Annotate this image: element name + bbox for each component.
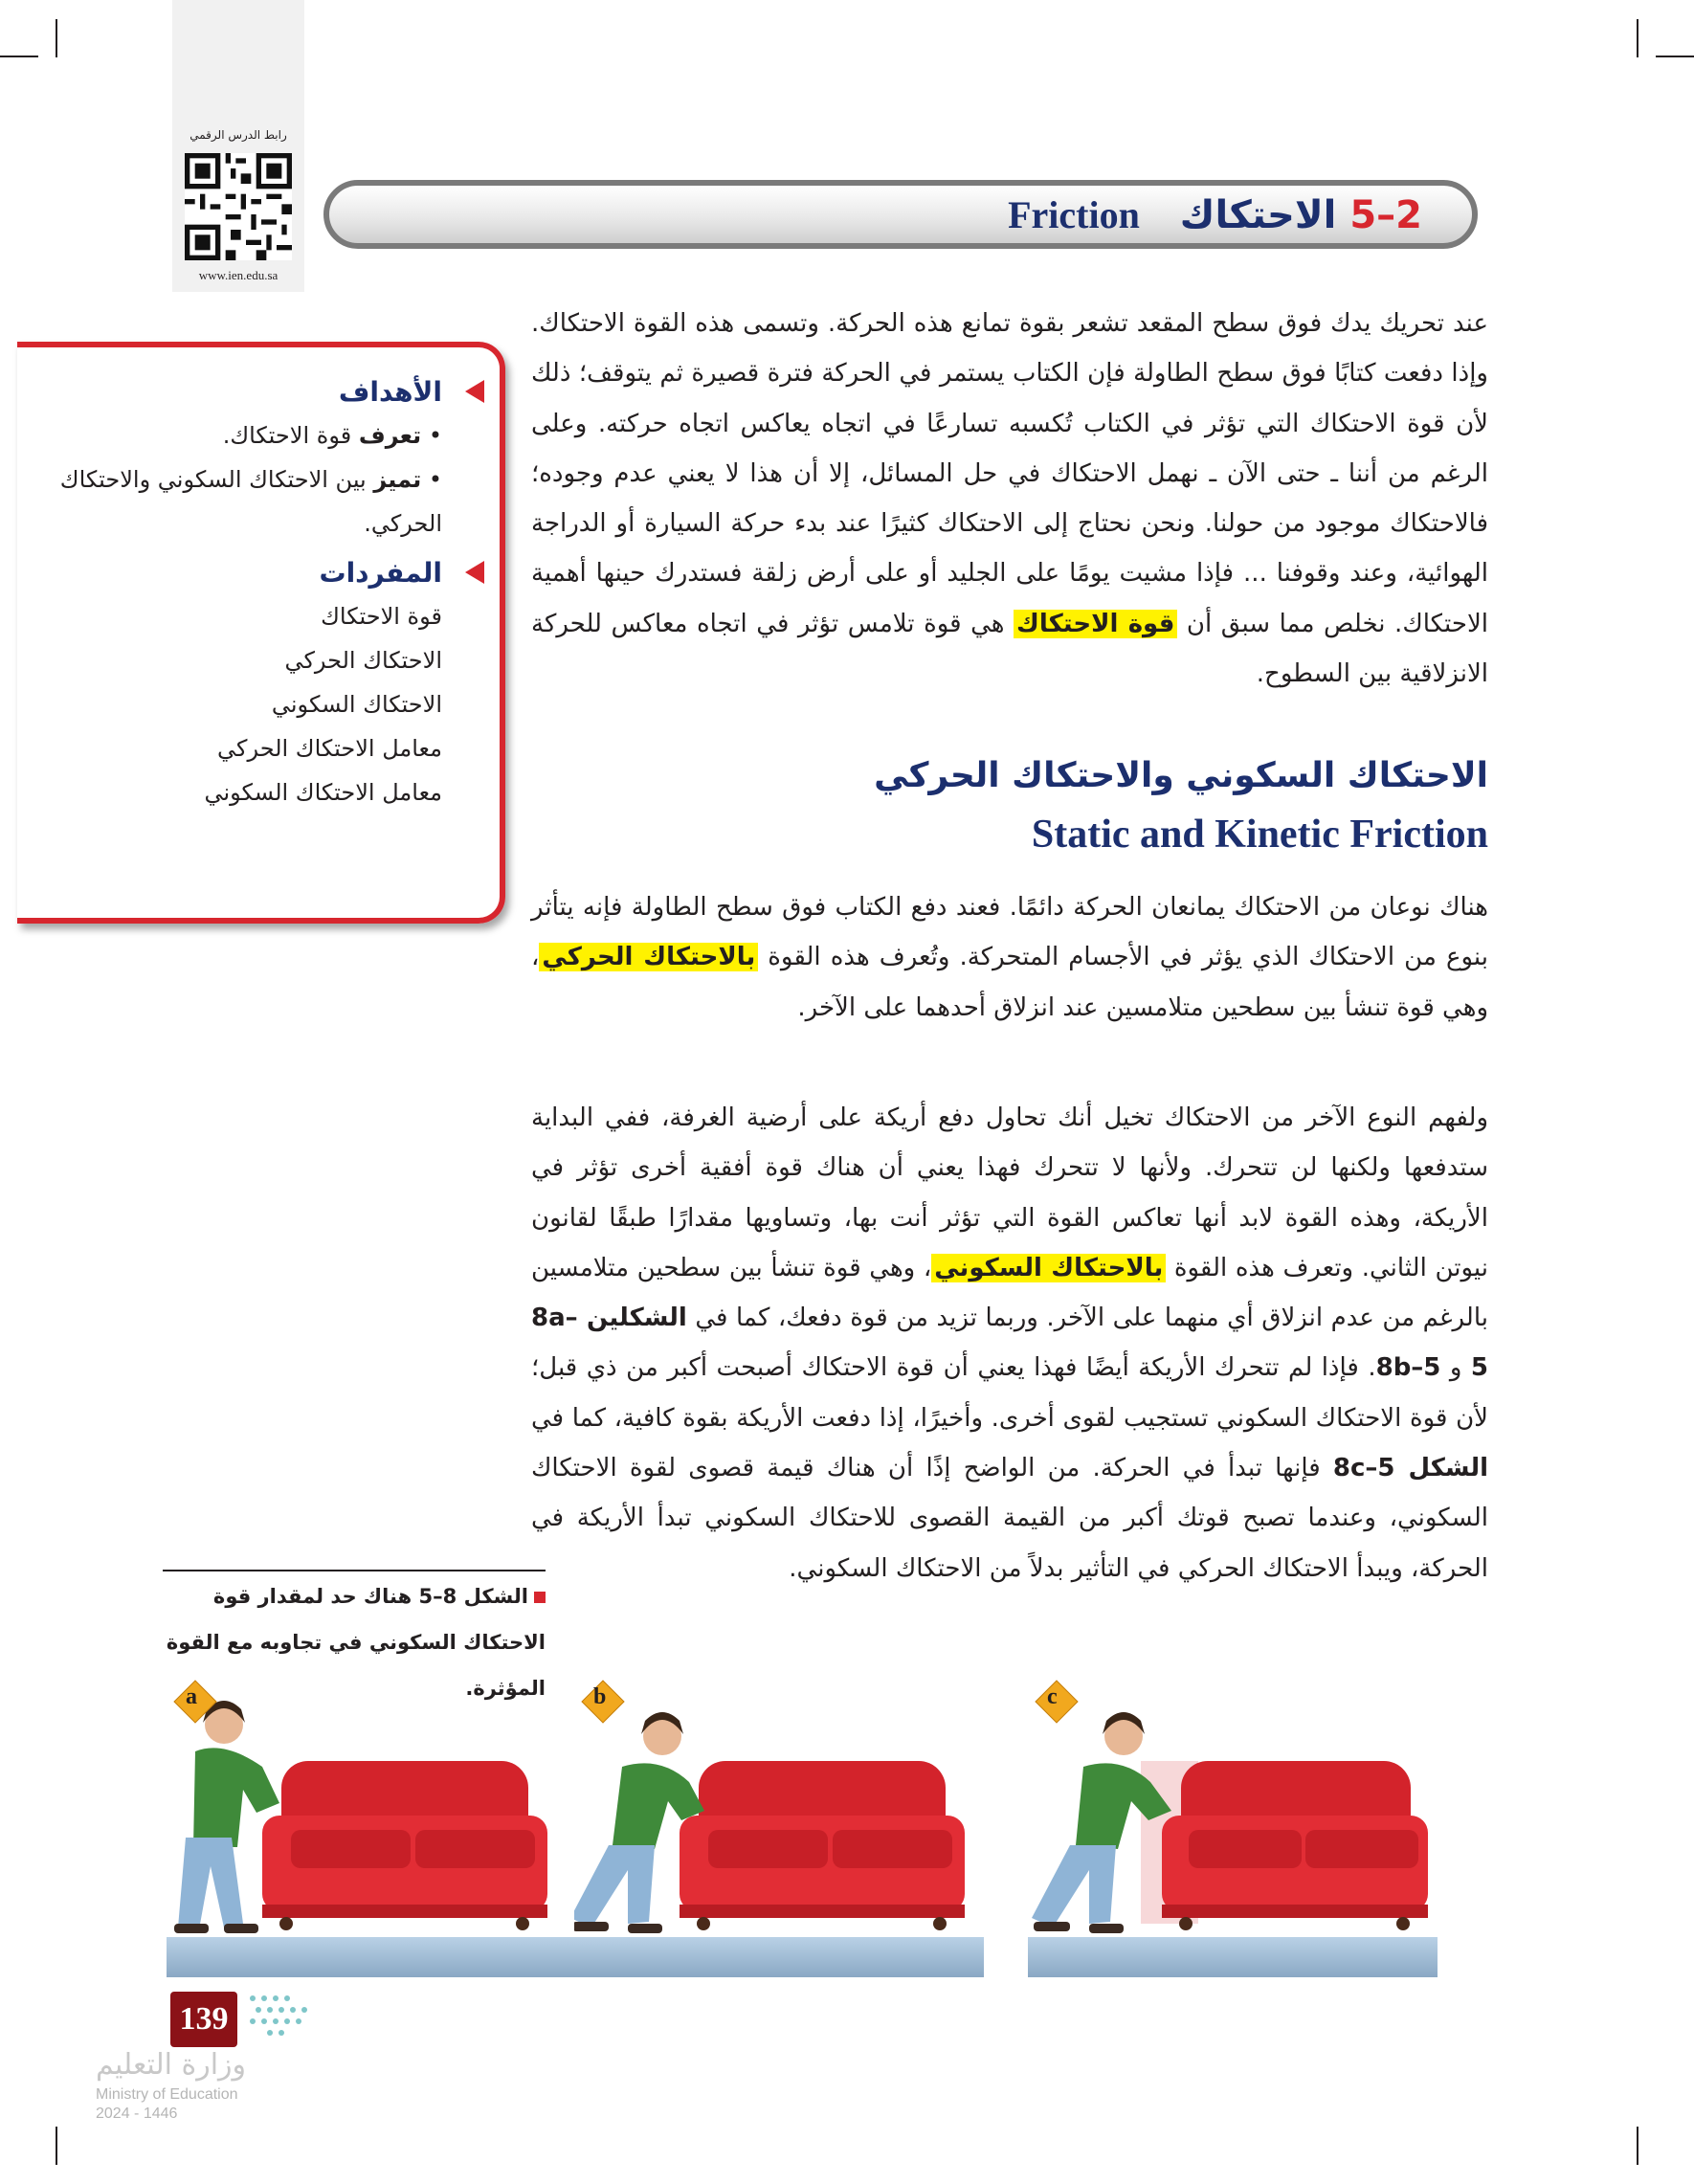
crop-mark [0,56,38,57]
figure-panel-c [1028,1686,1438,1977]
crop-mark [1656,56,1694,57]
vocab-heading: المفردات [59,557,442,589]
lesson-title [1008,191,1422,239]
objective-item: • تميز بين الاحتكاك السكوني والاحتكاك الحركي. [59,466,442,537]
page-number: 139 [170,1992,237,2047]
figure-panel-b [574,1686,984,1977]
kinetic-paragraph: هناك نوعان من الاحتكاك يمانعان الحركة دائمًا. فعند دفع الكتاب فوق سطح الطاولة فإنه يتأثر بنوع من الاحتكاك الذي يؤثر في الأجسام المتحركة. وتُعرف هذه القوة بالاحتكاك الحركي، وهي قوة تنشأ بين سطحين متلامسين عند انزلاق أحدهما على الآخر. [531,893,1488,1022]
static-block [531,1093,1488,1593]
vocab-item: معامل الاحتكاك السكوني [204,779,442,806]
vocab-item: الاحتكاك السكوني [271,691,442,718]
triangle-pointer-icon [465,561,484,584]
panel-label: c [1047,1684,1058,1709]
intro-paragraph: عند تحريك يدك فوق سطح المقعد تشعر بقوة تمانع هذه الحركة. وتسمى هذه القوة الاحتكاك. وإذا دفعت كتابًا فوق سطح الطاولة فإن الكتاب يستمر في الحركة فترة قصيرة ثم يتوقف؛ ذلك لأن قوة الاحتكاك التي تؤثر في الكتاب تُكسبه تسارعًا في اتجاه يعاكس اتجاه حركته. وعلى الرغم من أننا ـ حتى الآن ـ نهمل الاحتكاك في حل المسائل، إلا أن هذا لا يعني عدم وجوده؛ فالاحتكاك موجود من حولنا. ونحن نحتاج إلى الاحتكاك كثيرًا عند بدء حركة السيارة أو الدراجة الهوائية، وعند وقوفنا ... فإذا مشيت يومًا على الجليد أو على أرض زلقة فستدرك حينها أهمية الاحتكاك. نخلص مما سبق أن قوة الاحتكاك هي قوة تلامس تؤثر في اتجاه معاكس للحركة الانزلاقية بين السطوح. [531,309,1489,689]
lesson-title-arabic: الاحتكاك [1179,193,1337,237]
figure-ref[interactable]: الشكلين 8a–5 [531,1304,1488,1383]
static-paragraph: ولفهم النوع الآخر من الاحتكاك تخيل أنك تحاول دفع أريكة على أرضية الغرفة، ففي البداية ستدفعها ولكنها لن تتحرك. ولأنها لا تتحرك فهذا يعني أن هناك قوة أفقية أخرى تؤثر في الأريكة، وهذه القوة لابد أنها تعاكس القوة التي تؤثر أنت بها، وتساويها مقدارًا طبقًا لقانون نيوتن الثاني. وتعرف هذه القوة بالاحتكاك السكوني، وهي قوة تنشأ بين سطحين متلامسين بالرغم من عدم انزلاق أي منهما على الآخر. وربما تزيد من قوة دفعك، كما في الشكلين 8a–5 و 8b–5. فإذا لم تتحرك الأريكة أيضًا فهذا يعني أن قوة الاحتكاك أصبحت أكبر من ذي قبل؛ لأن قوة الاحتكاك السكوني تستجيب لقوى أخرى. وأخيرًا، إذا دفعت الأريكة بقوة كافية، كما في الشكل 8c–5 فإنها تبدأ في الحركة. من الواضح إذًا أن هناك قيمة قصوى لقوة الاحتكاك السكوني، وعندما تصبح قوتك أكبر من القيمة القصوى للاحتكاك السكوني تبدأ الأريكة في الحركة، ويبدأ الاحتكاك الحركي في التأثير بدلاً من الاحتكاك السكوني. [531,1103,1488,1583]
ministry-name-english: Ministry of Education [96,2086,238,2103]
kinetic-block [531,882,1488,1033]
term-static-friction: بالاحتكاك السكوني [931,1254,1166,1282]
section-heading-arabic: الاحتكاك السكوني والاحتكاك الحركي [874,756,1488,795]
floor [574,1937,984,1977]
section-heading-english: Static and Kinetic Friction [1031,813,1488,857]
panel-label: b [593,1684,607,1709]
crop-mark [56,2127,57,2165]
floor [167,1937,576,1977]
caption-square-icon [534,1592,546,1603]
term-kinetic-friction: بالاحتكاك الحركي [539,943,758,971]
qr-block [172,0,304,292]
lesson-title-english: Friction [1008,193,1140,236]
vocab-item: معامل الاحتكاك الحركي [217,735,442,762]
lesson-number: 2–5 [1349,193,1422,237]
figure-ref[interactable]: الشكل 8c–5 [1332,1454,1488,1483]
sofa-icon [262,1761,547,1930]
crop-mark [1637,19,1638,57]
vocab-item: الاحتكاك الحركي [284,647,442,674]
title-bar [323,180,1478,249]
edition-year: 2024 - 1446 [96,2106,178,2122]
sofa-push-illustration [574,1686,984,1977]
objective-item: • تعرف قوة الاحتكاك. [222,422,442,449]
triangle-pointer-icon [465,380,484,403]
objectives-sidebar [17,342,505,924]
figure-panel-a [167,1686,576,1977]
objectives-heading: الأهداف [59,376,442,408]
qr-url[interactable]: www.ien.edu.sa [198,268,279,282]
term-friction-force: قوة الاحتكاك [1014,610,1177,638]
sofa-icon [680,1761,965,1930]
qr-code-icon[interactable] [185,153,292,260]
crop-mark [1637,2127,1638,2165]
figure-caption: الشكل 8–5 هناك حد لمقدار قوة الاحتكاك السكوني في تجاوبه مع القوة المؤثرة. [163,1570,546,1711]
floor [1028,1937,1438,1977]
figure-ref[interactable]: 8b–5 [1375,1353,1441,1383]
qr-caption: رابط الدرس الرقمي [189,128,287,142]
crop-mark [56,19,57,57]
ministry-logo-icon [247,1993,314,2040]
sofa-push-illustration [167,1686,576,1977]
vocab-item: قوة الاحتكاك [321,603,442,630]
sofa-push-illustration [1028,1686,1438,1977]
intro-block [531,299,1488,699]
ministry-name-arabic: وزارة التعليم [96,2048,247,2082]
sofa-icon [1162,1761,1428,1930]
panel-label: a [186,1684,197,1709]
